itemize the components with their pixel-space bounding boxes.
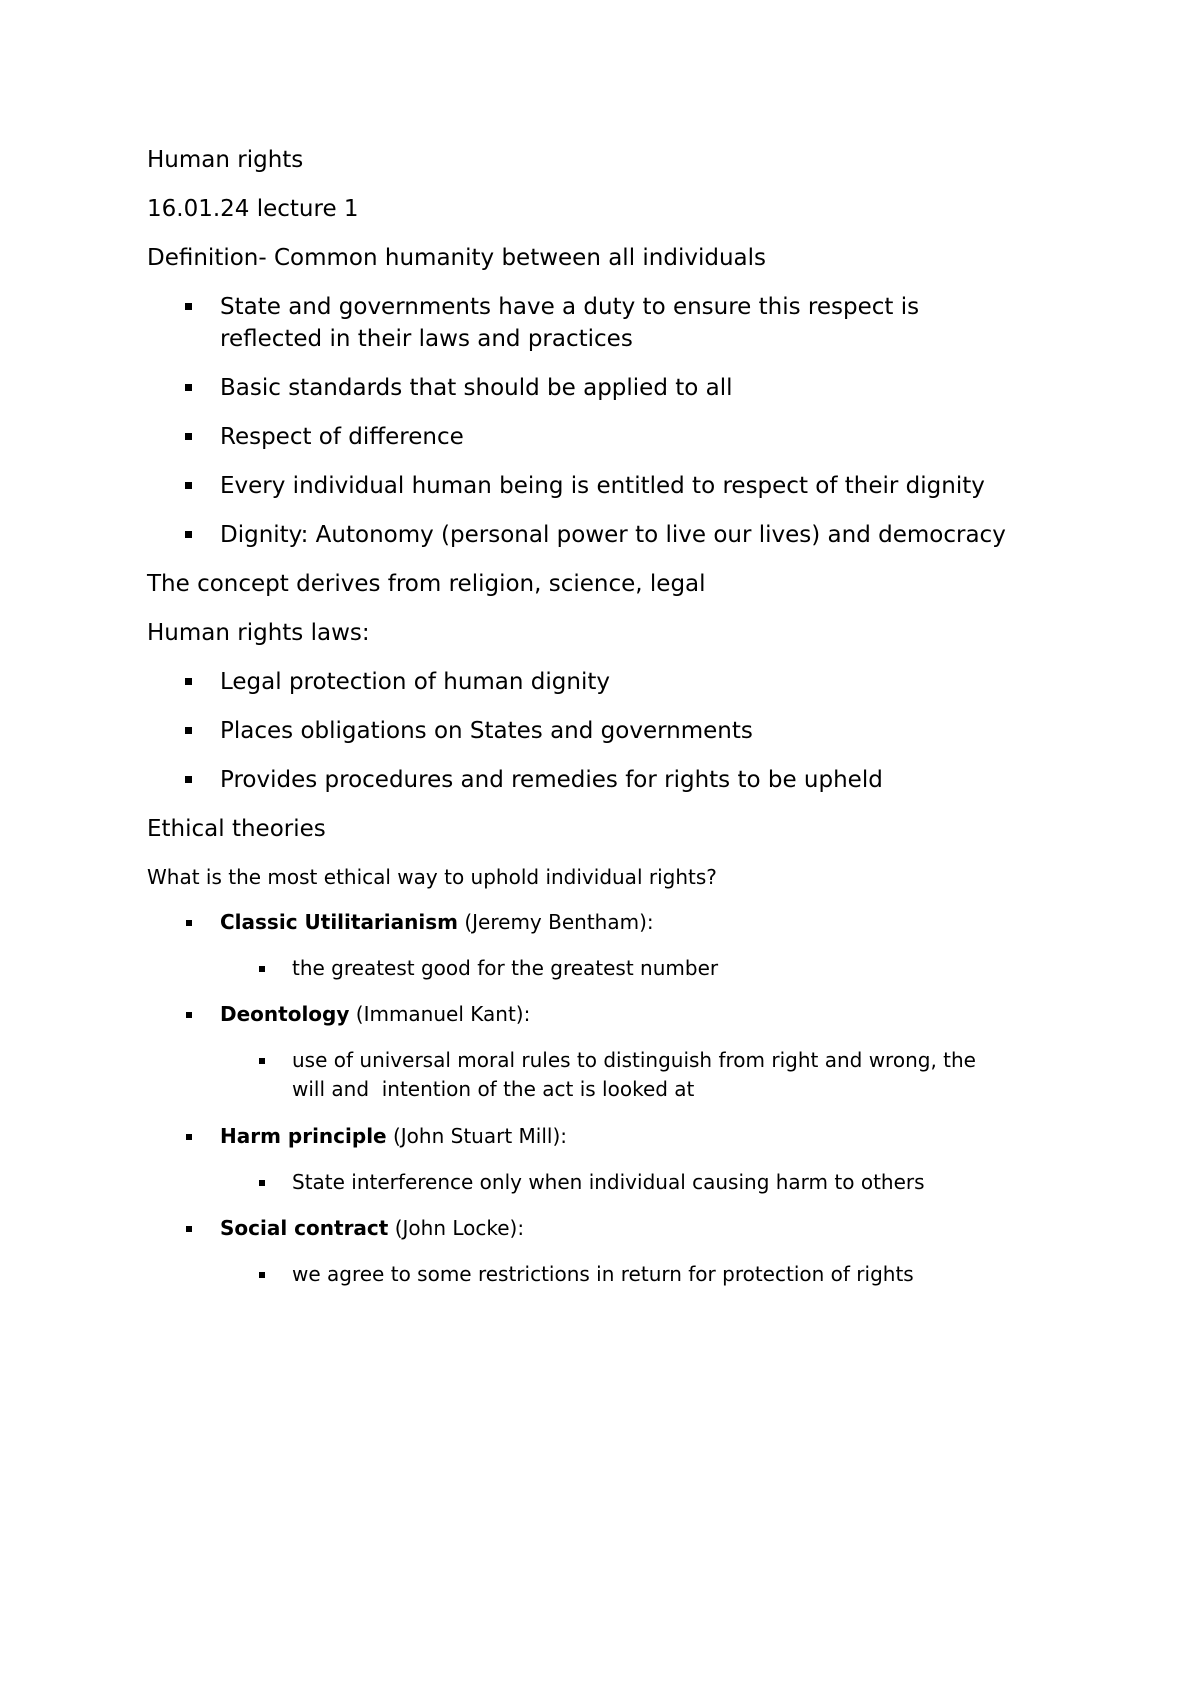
bullet-icon (185, 776, 192, 783)
definition-point: Respect of difference (220, 424, 464, 450)
document-title: Human rights (147, 147, 304, 173)
theory-detail: State interference only when individual causing harm to others (292, 1170, 925, 1194)
theory-line (220, 1214, 524, 1243)
bullet-icon (186, 920, 192, 926)
theory-author: (Immanuel Kant): (349, 1002, 531, 1026)
definition-point: State and governments have a duty to ensure this respect is (220, 294, 920, 320)
theory-name: Social contract (220, 1216, 389, 1240)
theory-author: (Jeremy Bentham): (458, 910, 654, 934)
bullet-icon (185, 531, 192, 538)
definition-line: Definition- Common humanity between all individuals (147, 245, 767, 271)
definition-point-continued: reflected in their laws and practices (220, 326, 633, 352)
bullet-icon (185, 384, 192, 391)
theory-name: Deontology (220, 1002, 350, 1026)
date-line: 16.01.24 lecture 1 (147, 196, 359, 222)
bullet-icon (185, 433, 192, 440)
bullet-icon (186, 1134, 192, 1140)
theory-author: (John Stuart Mill): (386, 1124, 567, 1148)
definition-point: Dignity: Autonomy (personal power to live our lives) and democracy (220, 522, 1006, 548)
laws-point: Legal protection of human dignity (220, 669, 610, 695)
bullet-icon (185, 678, 192, 685)
theory-name: Classic Utilitarianism (220, 910, 458, 934)
laws-point: Provides procedures and remedies for rights to be upheld (220, 767, 883, 793)
theory-detail-continued: will and intention of the act is looked at (292, 1077, 695, 1101)
sub-bullet-icon (259, 1272, 265, 1278)
ethics-question: What is the most ethical way to uphold individual rights? (147, 865, 717, 889)
sub-bullet-icon (259, 1180, 265, 1186)
definition-point: Basic standards that should be applied to all (220, 375, 733, 401)
ethics-heading: Ethical theories (147, 816, 326, 842)
laws-point: Places obligations on States and governments (220, 718, 753, 744)
bullet-icon (185, 482, 192, 489)
theory-line (220, 1122, 567, 1151)
bullet-icon (185, 727, 192, 734)
definition-point: Every individual human being is entitled to respect of their dignity (220, 473, 985, 499)
sub-bullet-icon (259, 1058, 265, 1064)
theory-detail: the greatest good for the greatest number (292, 956, 719, 980)
theory-author: (John Locke): (388, 1216, 525, 1240)
bullet-icon (186, 1012, 192, 1018)
laws-heading: Human rights laws: (147, 620, 370, 646)
sub-bullet-icon (259, 966, 265, 972)
bullet-icon (185, 303, 192, 310)
theory-line (220, 908, 654, 937)
concept-line: The concept derives from religion, science, legal (147, 571, 706, 597)
bullet-icon (186, 1226, 192, 1232)
theory-detail: use of universal moral rules to distinguish from right and wrong, the (292, 1048, 976, 1072)
theory-detail: we agree to some restrictions in return for protection of rights (292, 1262, 914, 1286)
theory-name: Harm principle (220, 1124, 387, 1148)
theory-line (220, 1000, 530, 1029)
